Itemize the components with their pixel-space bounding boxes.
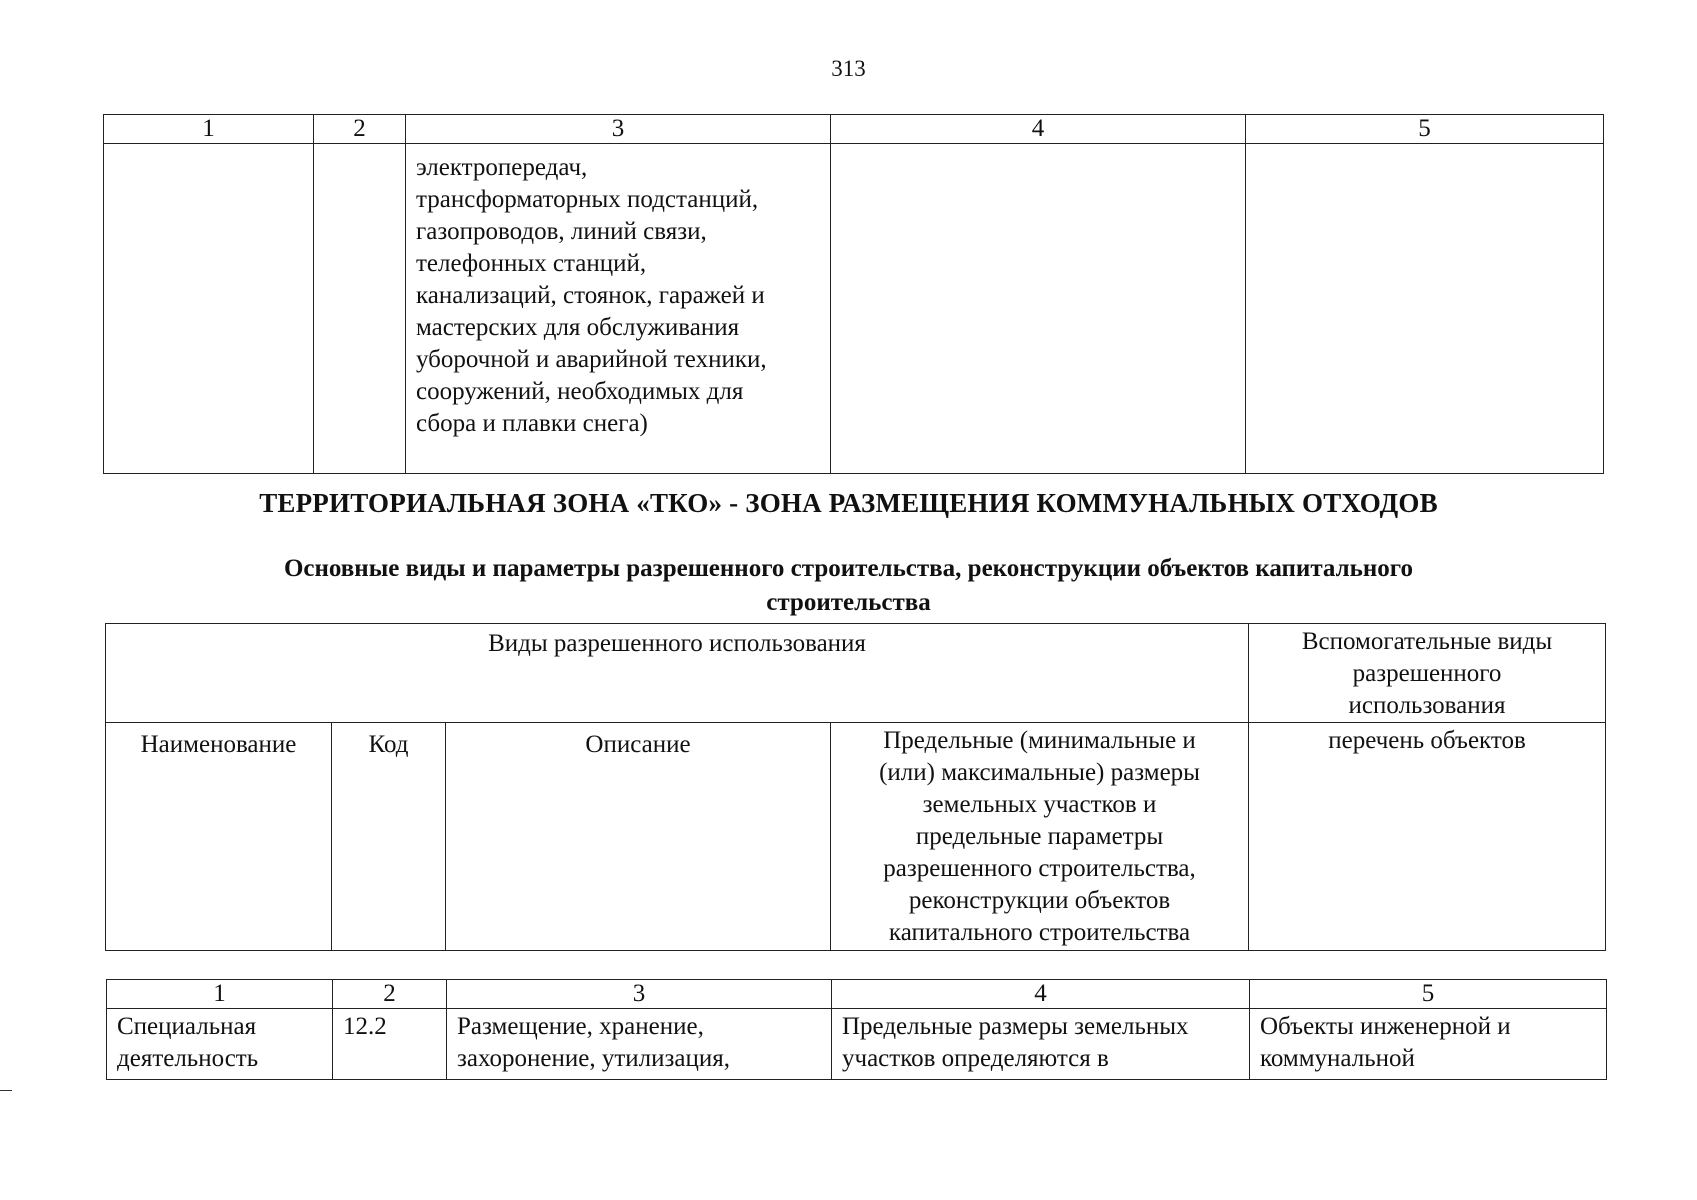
table-header-row <box>107 980 1607 1009</box>
cell-name <box>104 144 314 474</box>
description-line: телефонных станций, <box>416 250 647 277</box>
objects-line: коммунальной <box>1260 1045 1415 1072</box>
description-line: трансформаторных подстанций, <box>416 186 759 213</box>
zone-header-table <box>105 623 1606 951</box>
column-code-header: Код <box>332 723 446 951</box>
description-line: Размещение, хранение, <box>457 1013 704 1040</box>
column-number-2: 2 <box>314 115 406 144</box>
section-title-line: строительства <box>766 589 931 616</box>
zone-data-table <box>106 979 1607 1080</box>
column-number-3: 3 <box>406 115 831 144</box>
objects-line: Объекты инженерной и <box>1260 1013 1511 1040</box>
table-row <box>107 1009 1607 1080</box>
description-line: сбора и плавки снега) <box>416 410 648 437</box>
column-number-5: 5 <box>1250 980 1607 1009</box>
column-number-4: 4 <box>832 980 1250 1009</box>
description-line: мастерских для обслуживания <box>416 314 740 341</box>
cell-code: 12.2 <box>333 1009 447 1080</box>
cell-description <box>406 144 831 474</box>
description-line: газопроводов, линий связи, <box>416 218 707 245</box>
column-objects-header: перечень объектов <box>1249 723 1606 951</box>
aux-header-line: использования <box>1348 692 1506 719</box>
cell-objects <box>1250 1009 1607 1080</box>
cell-objects <box>1246 144 1604 474</box>
aux-header <box>1249 624 1606 723</box>
limits-header-line: земельных участков и <box>922 791 1157 818</box>
section-title-line: Основные виды и параметры разрешенного строительства, реконструкции объектов капитального <box>283 555 1414 582</box>
zone-title: ТЕРРИТОРИАЛЬНАЯ ЗОНА «ТКО» - ЗОНА РАЗМЕЩЕНИЯ КОММУНАЛЬНЫХ ОТХОДОВ <box>259 488 1438 518</box>
aux-header-line: Вспомогательные виды <box>1301 628 1553 655</box>
name-line: Специальная <box>117 1013 257 1040</box>
column-description-header: Описание <box>446 723 831 951</box>
section-title <box>0 552 1697 620</box>
column-number-5: 5 <box>1246 115 1604 144</box>
group-header: Виды разрешенного использования <box>106 624 1249 723</box>
description-line: сооружений, необходимых для <box>416 378 744 405</box>
scan-mark <box>0 1090 12 1091</box>
description-line: захоронение, утилизация, <box>457 1045 730 1072</box>
table-header-row <box>104 115 1604 144</box>
cell-name <box>107 1009 333 1080</box>
page-number: 313 <box>831 56 866 81</box>
aux-header-line: разрешенного <box>1352 660 1502 687</box>
table-row <box>104 144 1604 474</box>
limits-header-line: Предельные (минимальные и <box>883 727 1196 754</box>
column-number-4: 4 <box>831 115 1246 144</box>
column-number-1: 1 <box>104 115 314 144</box>
description-line: электропередач, <box>416 154 588 181</box>
limits-header-line: предельные параметры <box>915 823 1164 850</box>
cell-description <box>447 1009 832 1080</box>
column-number-2: 2 <box>333 980 447 1009</box>
continuation-table <box>103 114 1604 474</box>
cell-limits <box>831 144 1246 474</box>
description-line: уборочной и аварийной техники, <box>416 346 767 373</box>
column-limits-header <box>831 723 1249 951</box>
limits-header-line: реконструкции объектов <box>908 887 1171 914</box>
limits-header-line: разрешенного строительства, <box>883 855 1196 882</box>
limits-line: участков определяются в <box>842 1045 1109 1072</box>
description-line: канализаций, стоянок, гаражей и <box>416 282 765 309</box>
cell-code <box>314 144 406 474</box>
limits-header-line: капитального строительства <box>888 919 1191 946</box>
column-number-1: 1 <box>107 980 333 1009</box>
limits-line: Предельные размеры земельных <box>842 1013 1189 1040</box>
limits-header-line: (или) максимальные) размеры <box>879 759 1200 786</box>
column-number-3: 3 <box>447 980 832 1009</box>
group-header-row <box>106 624 1606 723</box>
column-header-row <box>106 723 1606 951</box>
name-line: деятельность <box>117 1045 259 1072</box>
column-name-header: Наименование <box>106 723 332 951</box>
cell-limits <box>832 1009 1250 1080</box>
